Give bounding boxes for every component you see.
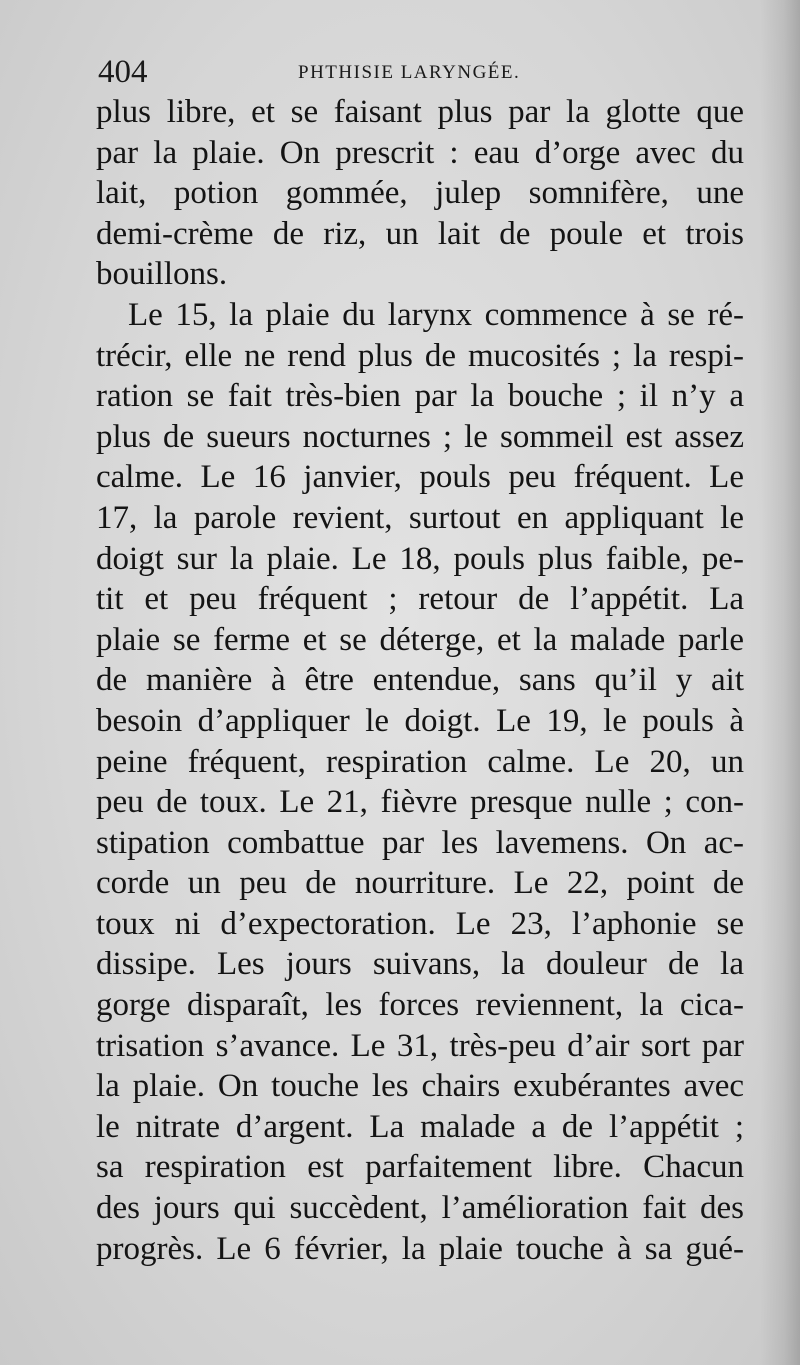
text-line: plus libre, et se faisant plus par la glotte que xyxy=(96,94,744,130)
text-line: de manière à être entendue, sans qu’il y ait xyxy=(96,662,744,699)
text-line: peu de toux. Le 21, fièvre presque nulle ; con- xyxy=(96,784,744,821)
text-line: des jours qui succèdent, l’amélioration fait des xyxy=(96,1190,744,1227)
text-line: le nitrate d’argent. La malade a de l’appétit ; xyxy=(96,1108,744,1145)
text-line: ration se fait très-bien par la bouche ; il n’y a xyxy=(96,378,744,415)
text-line: plus de sueurs nocturnes ; le sommeil est assez xyxy=(96,418,744,455)
text-line: demi-crème de riz, un lait de poule et trois xyxy=(96,215,744,252)
running-head xyxy=(98,52,740,92)
text-line: corde un peu de nourriture. Le 22, point de xyxy=(96,865,744,902)
text-line: progrès. Le 6 février, la plaie touche à sa gué- xyxy=(96,1230,744,1267)
text-line: tit et peu fréquent ; retour de l’appétit. La xyxy=(96,581,744,618)
text-line: trisation s’avance. Le 31, très-peu d’air sort par xyxy=(96,1027,744,1064)
body-text xyxy=(96,92,744,1269)
text-line: doigt sur la plaie. Le 18, pouls plus faible, pe- xyxy=(96,540,744,577)
text-line: trécir, elle ne rend plus de mucosités ; la respi- xyxy=(96,337,744,374)
text-line: gorge disparaît, les forces reviennent, la cica- xyxy=(96,987,744,1024)
page-number: 404 xyxy=(98,54,148,90)
text-line: 17, la parole revient, surtout en appliquant le xyxy=(96,499,744,536)
text-line: besoin d’appliquer le doigt. Le 19, le pouls à xyxy=(96,702,744,739)
text-line: calme. Le 16 janvier, pouls peu fréquent. Le xyxy=(96,459,744,496)
page-edge-shadow xyxy=(760,0,800,1365)
text-line: plaie se ferme et se déterge, et la malade parle xyxy=(96,621,744,658)
text-line: la plaie. On touche les chairs exubérantes avec xyxy=(96,1068,744,1105)
text-line: lait, potion gommée, julep somnifère, une xyxy=(96,175,744,212)
text-line: toux ni d’expectoration. Le 23, l’aphonie se xyxy=(96,905,744,942)
text-line: Le 15, la plaie du larynx commence à se ré- xyxy=(128,296,744,333)
text-line: peine fréquent, respiration calme. Le 20, un xyxy=(96,743,744,780)
text-line: sa respiration est parfaitement libre. Chacun xyxy=(96,1149,744,1186)
running-title: PHTHISIE LARYNGÉE. xyxy=(298,62,521,83)
text-line: par la plaie. On prescrit : eau d’orge avec du xyxy=(96,134,744,171)
text-line: stipation combattue par les lavemens. On ac- xyxy=(96,824,744,861)
text-line: dissipe. Les jours suivans, la douleur de la xyxy=(96,946,744,983)
text-line: bouillons. xyxy=(96,256,228,293)
